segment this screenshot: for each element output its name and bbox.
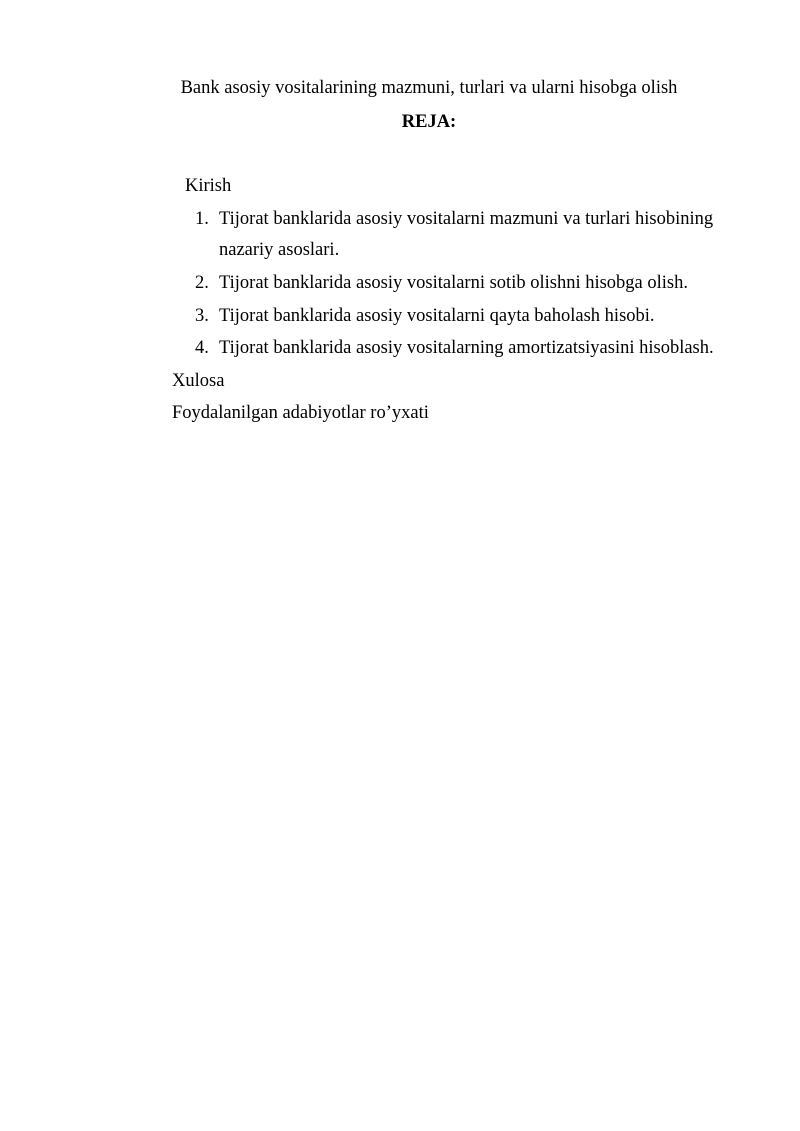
conclusion-entry: Xulosa <box>172 371 225 391</box>
plan-item-text: Tijorat banklarida asosiy vositalarni sotib olishni hisobga olish. <box>219 273 688 293</box>
plan-item-number: 2. <box>195 273 209 293</box>
references-entry: Foydalanilgan adabiyotlar ro’yxati <box>172 403 429 423</box>
plan-item-number: 4. <box>195 338 209 358</box>
intro-entry: Kirish <box>185 176 232 196</box>
plan-item-text: Tijorat banklarida asosiy vositalarni mazmuni va turlari hisobining <box>219 209 714 229</box>
plan-item-number: 1. <box>195 209 209 229</box>
plan-item-text-continuation: nazariy asoslari. <box>219 240 340 260</box>
plan-item-text: Tijorat banklarida asosiy vositalarning amortizatsiyasini hisoblash. <box>219 338 714 358</box>
plan-item-number: 3. <box>195 306 209 326</box>
document-title: Bank asosiy vositalarining mazmuni, turlari va ularni hisobga olish <box>180 78 678 98</box>
plan-heading: REJA: <box>401 112 457 132</box>
plan-item-text: Tijorat banklarida asosiy vositalarni qayta baholash hisobi. <box>219 306 655 326</box>
